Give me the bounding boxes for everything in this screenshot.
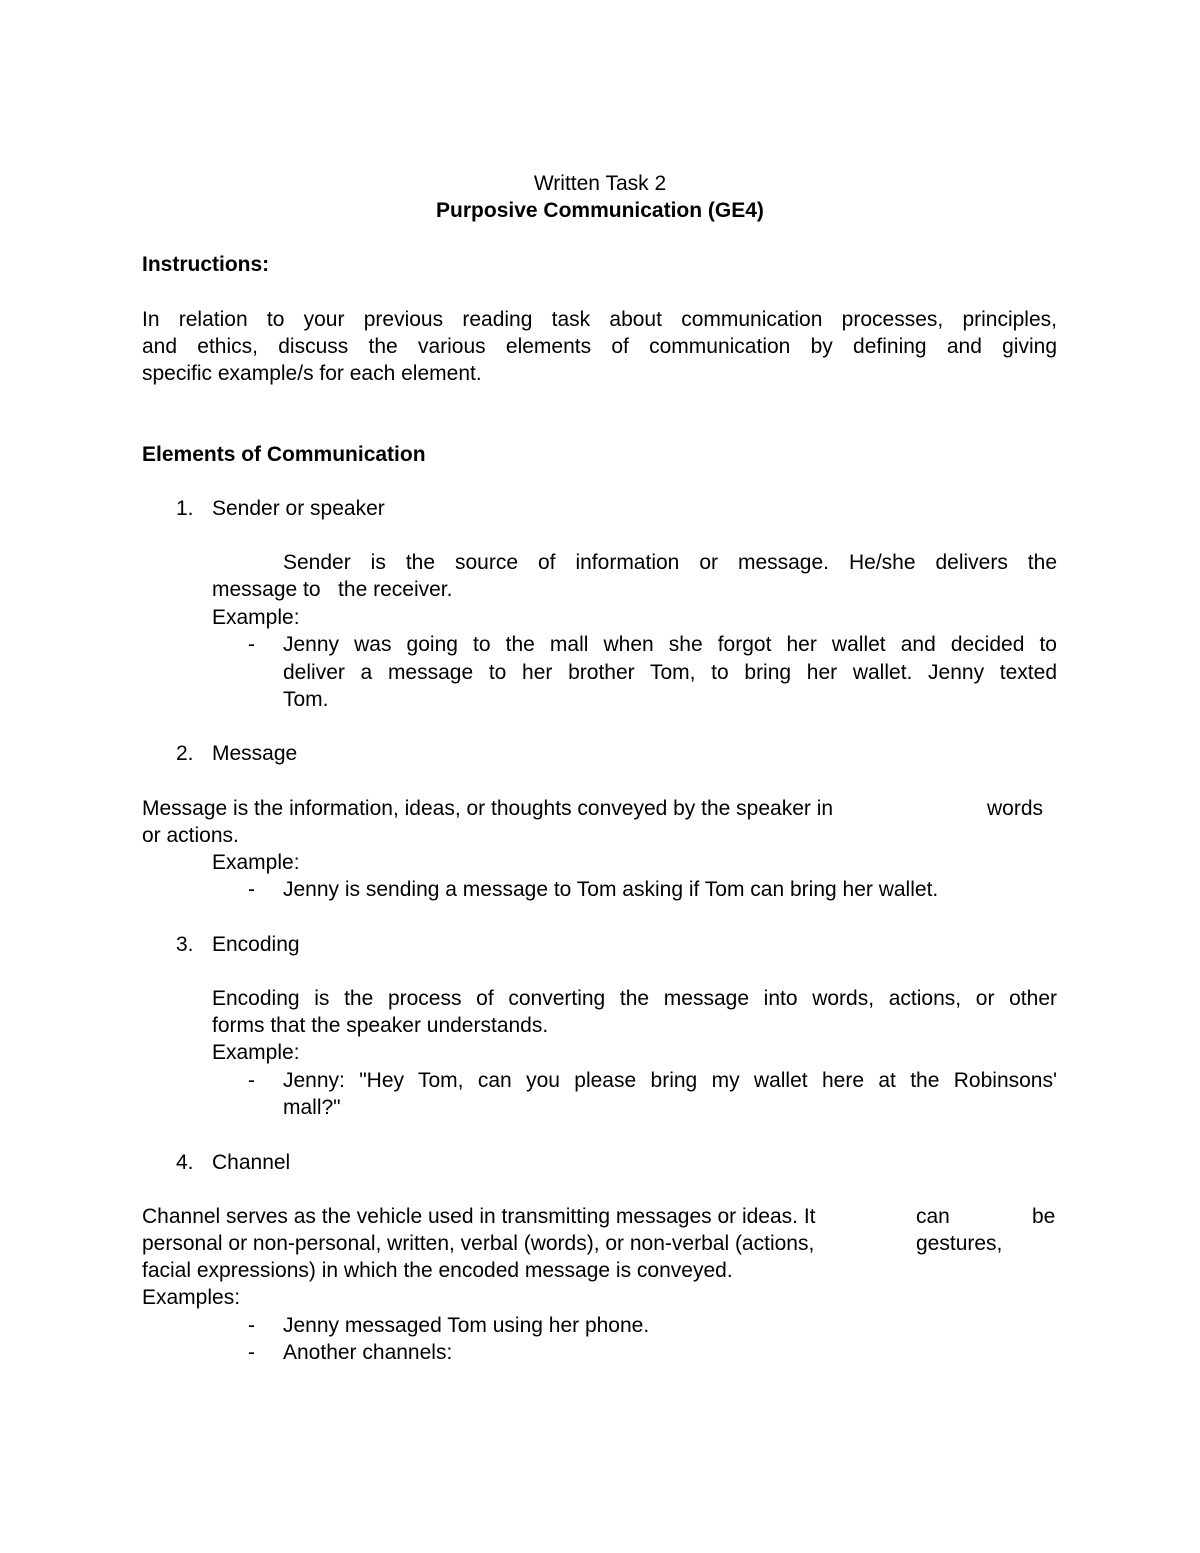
item-1-example-label: Example: (212, 606, 300, 629)
instructions-heading: Instructions: (142, 253, 270, 276)
item-1-bullet: - (248, 633, 255, 656)
instructions-line-1: In relation to your previous reading task about communication processes, principles, (142, 308, 1057, 331)
item-3-example-line-1: Jenny: "Hey Tom, can you please bring my wallet here at the Robinsons' (283, 1069, 1057, 1092)
item-2-example-line-1: Jenny is sending a message to Tom asking if Tom can bring her wallet. (283, 878, 939, 901)
instructions-line-3: specific example/s for each element. (142, 362, 482, 385)
item-4-example-line-1: Jenny messaged Tom using her phone. (283, 1314, 650, 1337)
item-4-definition-line-1: Channel serves as the vehicle used in transmitting messages or ideas. It (142, 1205, 816, 1228)
item-1-definition-line-1: Sender is the source of information or message. He/she delivers the (283, 551, 1057, 574)
item-3-bullet: - (248, 1069, 255, 1092)
item-4-example-label: Examples: (142, 1286, 241, 1309)
item-2-example-label: Example: (212, 851, 300, 874)
item-2-definition-word: words (987, 797, 1044, 820)
item-4-title: Channel (212, 1151, 291, 1174)
item-3-number: 3. (176, 933, 194, 956)
item-1-title: Sender or speaker (212, 497, 385, 520)
item-4-number: 4. (176, 1151, 194, 1174)
item-1-number: 1. (176, 497, 194, 520)
item-4-example-line-2: Another channels: (283, 1341, 453, 1364)
item-3-definition-line-2: forms that the speaker understands. (212, 1014, 549, 1037)
item-4-definition-word-can: can (916, 1205, 950, 1228)
elements-heading: Elements of Communication (142, 443, 426, 466)
item-4-bullet-1: - (248, 1314, 255, 1337)
item-2-definition-line-1: Message is the information, ideas, or thoughts conveyed by the speaker in (142, 797, 834, 820)
item-3-definition-line-1: Encoding is the process of converting the message into words, actions, or other (212, 987, 1057, 1010)
item-1-definition-line-2: message to the receiver. (212, 578, 453, 601)
item-2-title: Message (212, 742, 298, 765)
item-2-bullet: - (248, 878, 255, 901)
item-4-definition-word-gestures: gestures, (916, 1232, 1003, 1255)
item-3-example-line-2: mall?" (283, 1096, 341, 1119)
document-title: Written Task 2 (533, 172, 667, 195)
item-3-example-label: Example: (212, 1041, 300, 1064)
item-4-bullet-2: - (248, 1341, 255, 1364)
item-4-definition-word-be: be (1032, 1205, 1056, 1228)
item-4-definition-line-3: facial expressions) in which the encoded message is conveyed. (142, 1259, 733, 1282)
item-3-title: Encoding (212, 933, 300, 956)
item-2-definition-line-2: or actions. (142, 824, 239, 847)
item-1-example-line-1: Jenny was going to the mall when she forgot her wallet and decided to (283, 633, 1057, 656)
item-4-definition-line-2: personal or non-personal, written, verbal (words), or non-verbal (actions, (142, 1232, 815, 1255)
document-subtitle: Purposive Communication (GE4) (436, 199, 764, 222)
item-1-example-line-2: deliver a message to her brother Tom, to bring her wallet. Jenny texted (283, 661, 1057, 684)
instructions-line-2: and ethics, discuss the various elements of communication by defining and giving (142, 335, 1057, 358)
item-2-number: 2. (176, 742, 194, 765)
item-1-example-line-3: Tom. (283, 688, 329, 711)
